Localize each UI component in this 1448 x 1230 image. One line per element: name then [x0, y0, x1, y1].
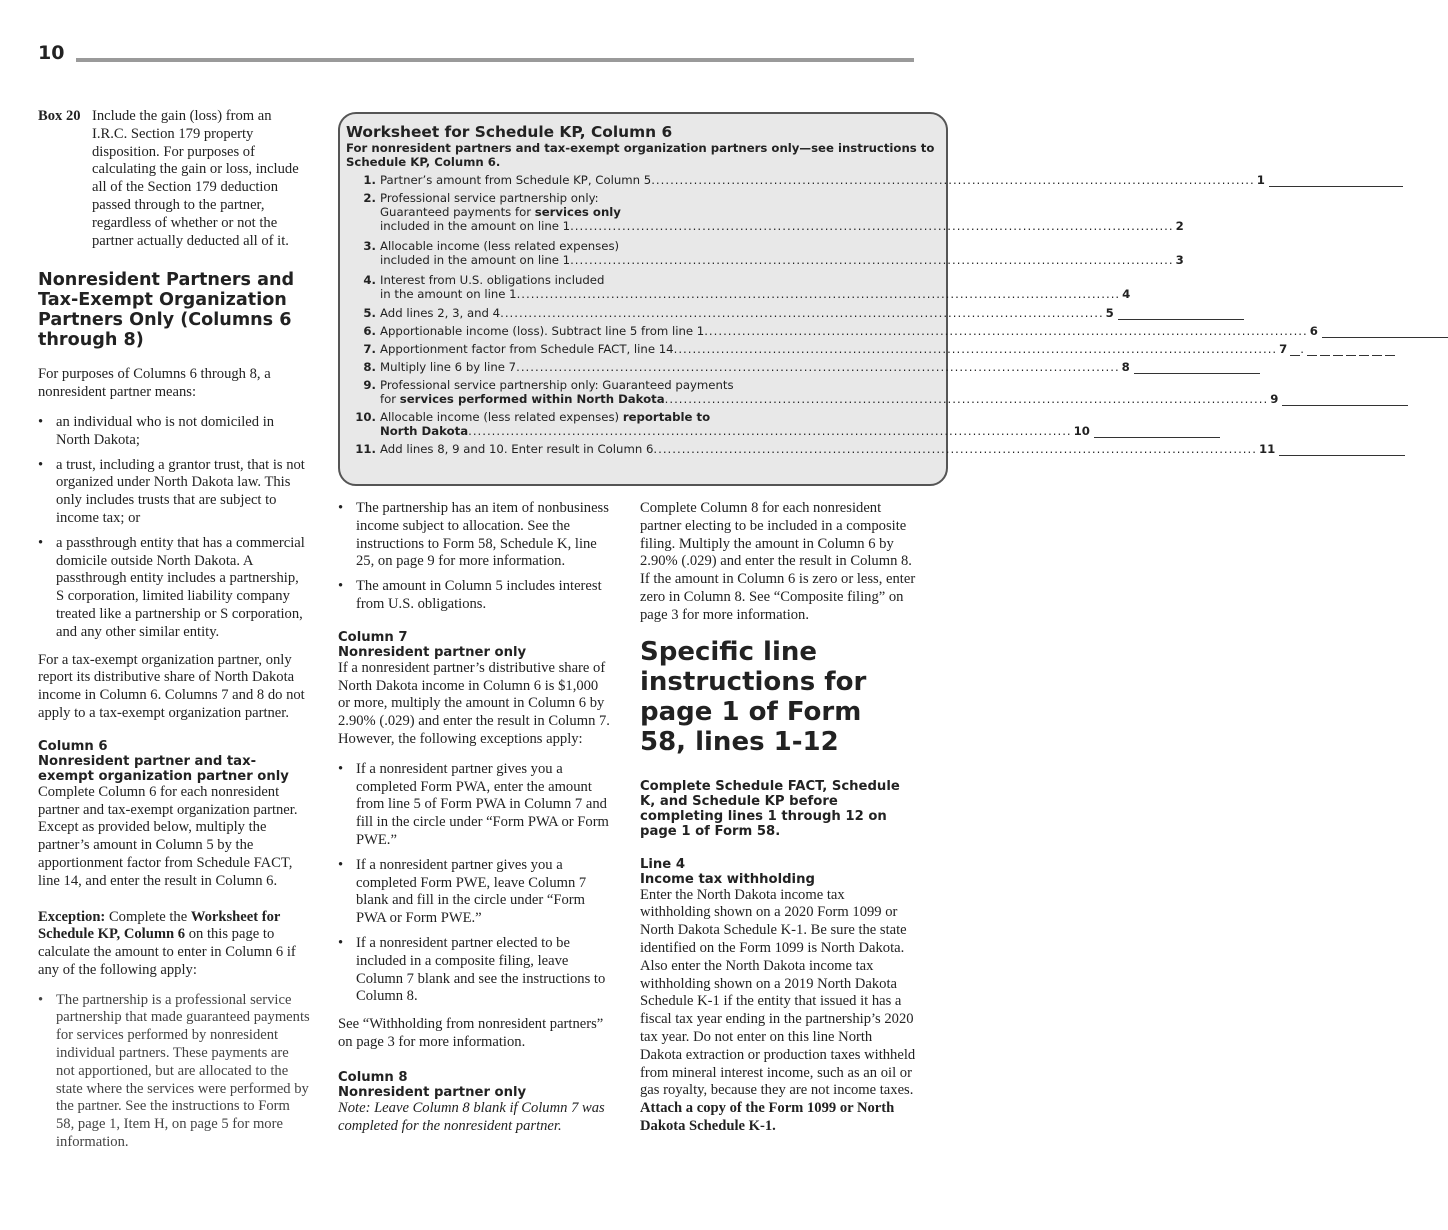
worksheet-line-3	[346, 239, 1184, 267]
worksheet-subtitle: For nonresident partners and tax-exempt organization partners only—see instructions to Schedule KP, Column 6.	[346, 141, 935, 169]
column7-text: If a nonresident partner’s distributive share of North Dakota income in Column 6 is $1,000 or more, multiply the amount in Column 6 by 2.90% (.029) and enter the result in Column 7. However, the following exceptions apply:	[338, 659, 610, 747]
column7-subheading: Nonresident partner only	[338, 644, 527, 660]
line8-amount-field[interactable]	[1134, 361, 1260, 374]
exception-worksheet-ref: Worksheet for Schedule KP, Column 6	[38, 908, 281, 943]
nonresident-intro: For purposes of Columns 6 through 8, a nonresident partner means:	[38, 366, 271, 401]
worksheet-line-4	[346, 273, 1131, 301]
line-ref: 10	[1073, 424, 1090, 438]
line-text: Apportionment factor from Schedule FACT, line 14	[380, 342, 674, 356]
line-ref: 9	[1270, 392, 1279, 406]
line-number: 7.	[363, 342, 376, 356]
line-ref: 6	[1309, 324, 1318, 338]
right-column	[640, 500, 916, 1148]
worksheet-line-5	[346, 306, 1114, 320]
line-text: for	[380, 392, 400, 406]
line-text: Professional service partnership only: Guaranteed payments	[380, 378, 734, 392]
line9-amount-field[interactable]	[1282, 393, 1408, 406]
list-item: • The partnership has an item of nonbusiness income subject to allocation. See the instructions to Form 58, Schedule K, line 25, on page 9 for more information.	[338, 500, 614, 571]
line-ref: 4	[1122, 287, 1131, 301]
line-number: 3.	[363, 239, 376, 253]
line-ref: 5	[1105, 306, 1114, 320]
line-number: 10.	[355, 410, 376, 424]
withholding-reference: See “Withholding from nonresident partners” on page 3 for more information.	[338, 1016, 604, 1050]
line-number: 6.	[363, 324, 376, 338]
column6-text: Complete Column 6 for each nonresident partner and tax-exempt organization partner. Except as provided below, multiply the partner’s amount in Column 5 by the apportionment factor from Schedule FACT, line 14, and enter the result in Column 6.	[38, 783, 298, 889]
exception-paragraph	[38, 909, 310, 980]
worksheet-title: Worksheet for Schedule KP, Column 6	[346, 123, 673, 141]
list-item: • If a nonresident partner gives you a completed Form PWA, enter the amount from line 5 of Form PWA in Column 7 and fill in the circle under “Form PWA or Form PWE.”	[338, 761, 614, 850]
line4-attach-note: Attach a copy of the Form 1099 or North Dakota Schedule K-1.	[640, 1100, 895, 1134]
line-text-bold: reportable to	[622, 410, 711, 424]
line-ref: 7	[1279, 342, 1288, 356]
middle-column	[338, 500, 614, 1147]
line5-amount-field[interactable]	[1118, 307, 1244, 320]
complete-schedules-note: Complete Schedule FACT, Schedule K, and Schedule KP before completing lines 1 through 12 on page 1 of Form 58.	[640, 778, 900, 839]
line-text: included in the amount on line 1	[380, 219, 571, 233]
line-ref: 3	[1175, 253, 1184, 267]
line-number: 9.	[363, 378, 376, 392]
line-text: Partner’s amount from Schedule KP, Column 5	[380, 173, 652, 187]
line-text: Multiply line 6 by line 7	[380, 360, 517, 374]
line7-factor-field[interactable]: .	[1290, 342, 1395, 356]
line-number: 1.	[363, 173, 376, 187]
line4-body: Enter the North Dakota income tax withholding shown on a 2020 Form 1099 or North Dakota Schedule K-1. Be sure the state identified on the Form 1099 is North Dakota. Also enter the North Dakota income tax withholding shown on a 2019 North Dakota Schedule K-1 if the entity that issued it has a fiscal tax year ending in the partnership’s 2020 tax year. Do not enter on this line North Dakota extraction or production taxes withheld from mineral interest income, such as an oil or gas royalty, because they are not income taxes.	[640, 886, 916, 1099]
header-rule	[76, 58, 914, 62]
worksheet-line-6	[346, 324, 1318, 338]
line4-text	[640, 887, 916, 1136]
line11-amount-field[interactable]	[1279, 443, 1405, 456]
column7-heading: Column 7	[338, 629, 408, 645]
column6-heading: Column 6	[38, 738, 108, 754]
line-text: in the amount on line 1	[380, 287, 517, 301]
list-item: • a passthrough entity that has a commercial domicile outside North Dakota. A passthrough entity includes a partnership, S corporation, limited liability company treated like a partnership or S corporation, and any other similar entity.	[38, 535, 310, 642]
list-item: • If a nonresident partner gives you a completed Form PWE, leave Column 7 blank and fill in the circle under “Form PWA or Form PWE.”	[338, 857, 614, 928]
list-item: • a trust, including a grantor trust, that is not organized under North Dakota law. This only includes trusts that are subject to income tax; or	[38, 457, 310, 528]
worksheet-line-8	[346, 360, 1130, 374]
list-item: • If a nonresident partner elected to be included in a composite filing, leave Column 7 blank and see the instructions to Column 8.	[338, 935, 614, 1006]
box20-entry	[38, 108, 310, 250]
line-ref: 8	[1121, 360, 1130, 374]
line4-subheading: Income tax withholding	[640, 871, 815, 887]
nonresident-definition-list	[38, 414, 310, 642]
exception-text-b: on this page to calculate the amount to enter in Column 6 if any of the following apply:	[38, 926, 296, 978]
line4-heading: Line 4	[640, 856, 686, 872]
exception-label: Exception:	[38, 908, 106, 925]
line1-amount-field[interactable]	[1269, 174, 1403, 187]
line-number: 2.	[363, 191, 376, 205]
line-text: Add lines 8, 9 and 10. Enter result in Column 6	[380, 442, 654, 456]
column8-heading: Column 8	[338, 1069, 408, 1085]
line-ref: 2	[1175, 219, 1184, 233]
tax-exempt-paragraph: For a tax-exempt organization partner, only report its distributive share of North Dakota income in Column 6. Columns 7 and 8 do not apply to a tax-exempt organization partner.	[38, 651, 305, 721]
worksheet-line-11	[346, 442, 1276, 456]
worksheet-line-2	[346, 191, 1184, 233]
worksheet-line-9	[346, 378, 1279, 406]
exception-text-a: Complete the	[105, 908, 191, 925]
line-ref: 11	[1258, 442, 1276, 456]
line-text-bold: services only	[534, 205, 621, 219]
column8-text: Complete Column 8 for each nonresident partner electing to be included in a composite filing. Multiply the amount in Column 6 by 2.90% (.029) and enter the result in Column 8. If the amount in Column 6 is zero or less, enter zero in Column 8. See “Composite filing” on page 3 for more information.	[640, 500, 916, 623]
line-text: Allocable income (less related expenses)	[380, 410, 623, 424]
line-text: Add lines 2, 3, and 4	[380, 306, 501, 320]
page-number: 10	[38, 42, 65, 64]
column6-subheading: Nonresident partner and tax-exempt organization partner only	[38, 753, 289, 784]
line-text-bold: North Dakota	[380, 424, 469, 438]
exception-list-continued	[338, 500, 614, 614]
box20-label: Box 20	[38, 108, 81, 124]
line-text: Interest from U.S. obligations included	[380, 273, 605, 287]
line10-amount-field[interactable]	[1094, 425, 1220, 438]
line-number: 4.	[363, 273, 376, 287]
column8-subheading: Nonresident partner only	[338, 1084, 527, 1100]
worksheet-schedule-kp-column6	[338, 112, 1318, 486]
exception-list	[38, 992, 310, 1152]
list-item: • The amount in Column 5 includes interest from U.S. obligations.	[338, 578, 614, 614]
column8-note: Note: Leave Column 8 blank if Column 7 was completed for the nonresident partner.	[338, 1099, 605, 1134]
line-text: Professional service partnership only:	[380, 191, 599, 205]
specific-line-instructions-heading: Specific line instructions for page 1 of Form 58, lines 1-12	[640, 636, 867, 757]
line6-amount-field[interactable]	[1322, 325, 1448, 338]
nonresident-partners-heading: Nonresident Partners and Tax-Exempt Organization Partners Only (Columns 6 through 8)	[38, 270, 295, 351]
worksheet-line-10	[346, 410, 1090, 438]
worksheet-line-1	[346, 173, 1265, 187]
left-column	[38, 108, 310, 1162]
box20-text: Include the gain (loss) from an I.R.C. Section 179 property disposition. For purposes of calculating the gain or loss, include all of the Section 179 deduction passed through to the partner, regardless of whether or not the partner actually deducted all of it.	[92, 108, 299, 249]
column7-exception-list	[338, 761, 614, 1006]
line-number: 8.	[363, 360, 376, 374]
list-item: • an individual who is not domiciled in North Dakota;	[38, 414, 310, 450]
line-text: included in the amount on line 1	[380, 253, 571, 267]
worksheet-line-7	[346, 342, 1305, 356]
line-text-bold: services performed within North Dakota	[399, 392, 665, 406]
line-ref: 1	[1256, 173, 1265, 187]
list-item: • The partnership is a professional service partnership that made guaranteed payments for services performed by nonresident individual partners. These payments are not apportioned, but are allocated to the state where the services were performed by the partner. See the instructions to Form 58, page 1, Item H, on page 5 for more information.	[38, 992, 310, 1152]
line-text: Apportionable income (loss). Subtract line 5 from line 1	[380, 324, 705, 338]
line-number: 5.	[363, 306, 376, 320]
line-number: 11.	[355, 442, 376, 456]
line-text: Guaranteed payments for	[380, 205, 535, 219]
line-text: Allocable income (less related expenses)	[380, 239, 620, 253]
